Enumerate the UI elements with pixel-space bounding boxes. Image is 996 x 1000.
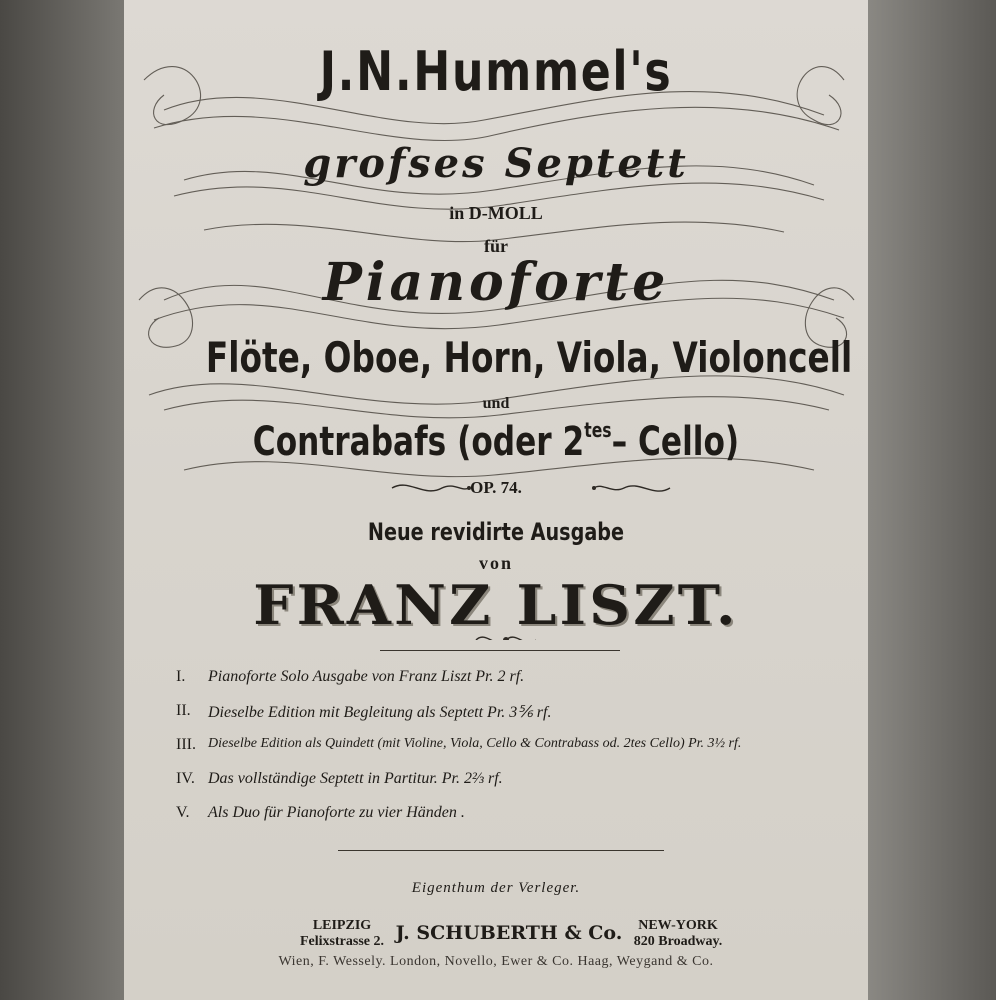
newyork-address: 820 Broadway. [633, 934, 723, 949]
divider-bottom [338, 850, 664, 851]
key-label: in D-MOLL [449, 203, 543, 223]
edition-item [176, 766, 866, 800]
divider-top [380, 650, 620, 651]
newyork-city: NEW-YORK [638, 918, 718, 933]
editor-name: FRANZ LISZT. [253, 573, 739, 637]
agents-line: Wien, F. Wessely. London, Novello, Ewer & Co. Haag, Weygand & Co. [278, 954, 714, 969]
edition-item [176, 698, 866, 732]
edition-number: V. [176, 804, 190, 821]
edition-text: Das vollständige Septett in Partitur. Pr. 2⅔ rf. [208, 770, 503, 787]
background-right [868, 0, 996, 1000]
edition-number: III. [176, 736, 196, 753]
publisher-right [618, 918, 738, 950]
editions-list [176, 664, 866, 834]
edition-text: Dieselbe Edition als Quindett (mit Violine, Viola, Cello & Contrabass od. 2tes Cello) Pr. 3½ rf. [208, 736, 742, 751]
publisher-left [282, 918, 402, 950]
instrument-list: Flöte, Oboe, Horn, Viola, Violoncell [205, 333, 853, 382]
contrabass-text-end: – Cello) [611, 419, 740, 465]
opus-number: OP. 74. [470, 478, 522, 497]
edition-number: IV. [176, 770, 195, 787]
leipzig-city: LEIPZIG [312, 918, 372, 933]
edition-item [176, 800, 866, 834]
composer-title: J.N.Hummel's [319, 40, 673, 103]
for-label: für [484, 236, 508, 256]
work-subtitle: grofses Septett [303, 140, 689, 187]
edition-text: Dieselbe Edition mit Begleitung als Septett Pr. 3⅚ rf. [208, 704, 552, 721]
edition-number: II. [176, 702, 191, 719]
property-notice: Eigenthum der Verleger. [411, 880, 581, 896]
background-left [0, 0, 124, 1000]
title-page [124, 0, 868, 1000]
contrabass-text: Contrabafs (oder 2 [252, 419, 585, 465]
edition-text: Als Duo für Pianoforte zu vier Händen . [208, 804, 465, 821]
edition-note: Neue revidirte Ausgabe [367, 518, 625, 546]
publisher-name: J. SCHUBERTH & Co. [395, 922, 623, 944]
contrabass-line [206, 418, 786, 465]
main-instrument: Pianoforte [322, 252, 670, 313]
edition-text: Pianoforte Solo Ausgabe von Franz Liszt Pr. 2 rf. [208, 668, 525, 685]
and-label: und [482, 395, 510, 412]
edition-item [176, 664, 866, 698]
leipzig-address: Felixstrasse 2. [300, 934, 384, 949]
by-label: von [478, 553, 513, 573]
contrabass-superscript: tes [584, 418, 612, 442]
edition-item [176, 732, 866, 766]
edition-number: I. [176, 668, 186, 685]
